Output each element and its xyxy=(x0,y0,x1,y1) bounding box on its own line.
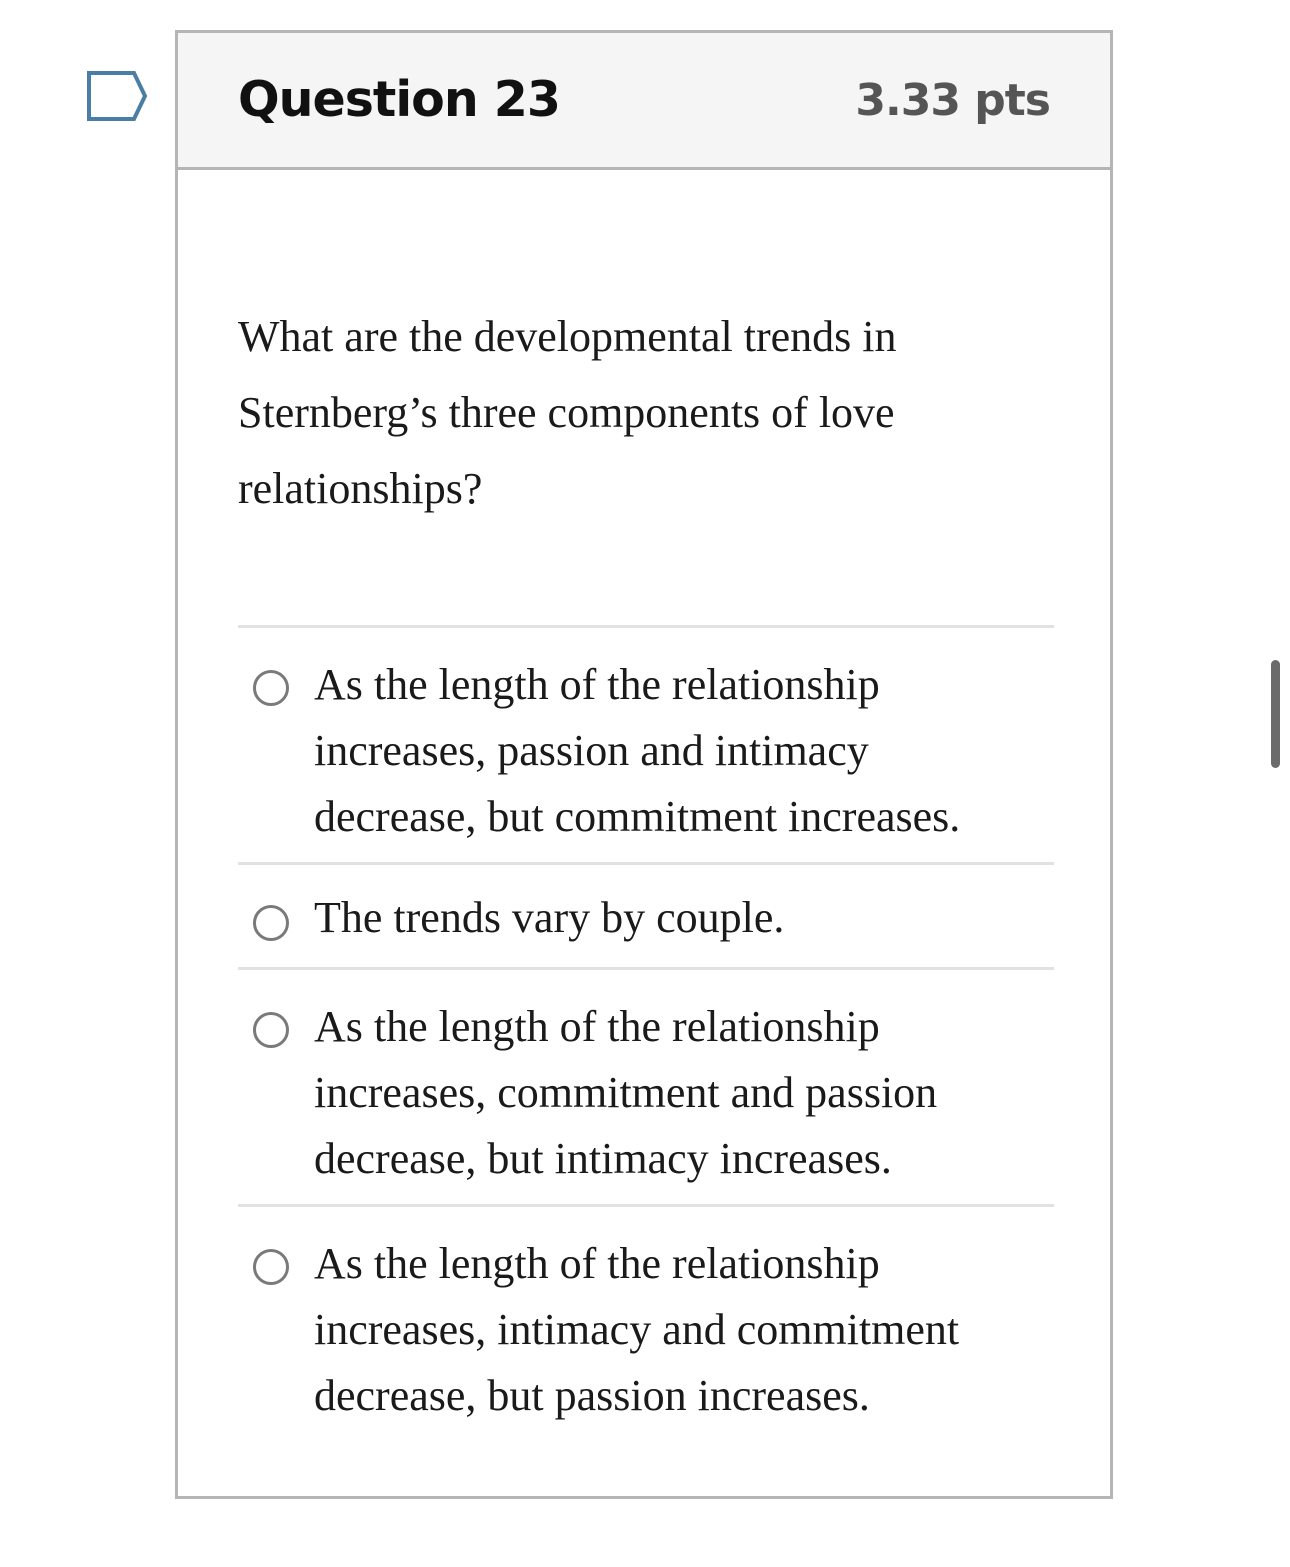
answer-option[interactable] xyxy=(238,967,1054,1204)
radio-button[interactable] xyxy=(253,1012,289,1048)
question-points: 3.33 pts xyxy=(855,75,1050,126)
answer-label[interactable]: As the length of the relationship increases, passion and intimacy decrease, but commitment increases. xyxy=(314,660,961,841)
radio-button[interactable] xyxy=(253,905,289,941)
answer-label[interactable]: The trends vary by couple. xyxy=(314,893,785,942)
radio-button[interactable] xyxy=(253,1249,289,1285)
scrollbar-thumb[interactable] xyxy=(1271,660,1280,768)
answer-option[interactable] xyxy=(238,862,1054,967)
answer-label[interactable]: As the length of the relationship increases, commitment and passion decrease, but intimacy increases. xyxy=(314,1002,938,1183)
flag-question-icon[interactable] xyxy=(86,70,148,122)
question-header xyxy=(178,33,1110,170)
question-text: What are the developmental trends in Sternberg’s three components of love relationships? xyxy=(238,312,897,513)
answer-list xyxy=(238,625,1054,1441)
answer-option[interactable] xyxy=(238,1204,1054,1441)
answer-label[interactable]: As the length of the relationship increases, intimacy and commitment decrease, but passion increases. xyxy=(314,1239,960,1420)
answer-option[interactable] xyxy=(238,625,1054,862)
question-card xyxy=(175,30,1113,1499)
radio-button[interactable] xyxy=(253,670,289,706)
question-title: Question 23 xyxy=(238,71,560,128)
